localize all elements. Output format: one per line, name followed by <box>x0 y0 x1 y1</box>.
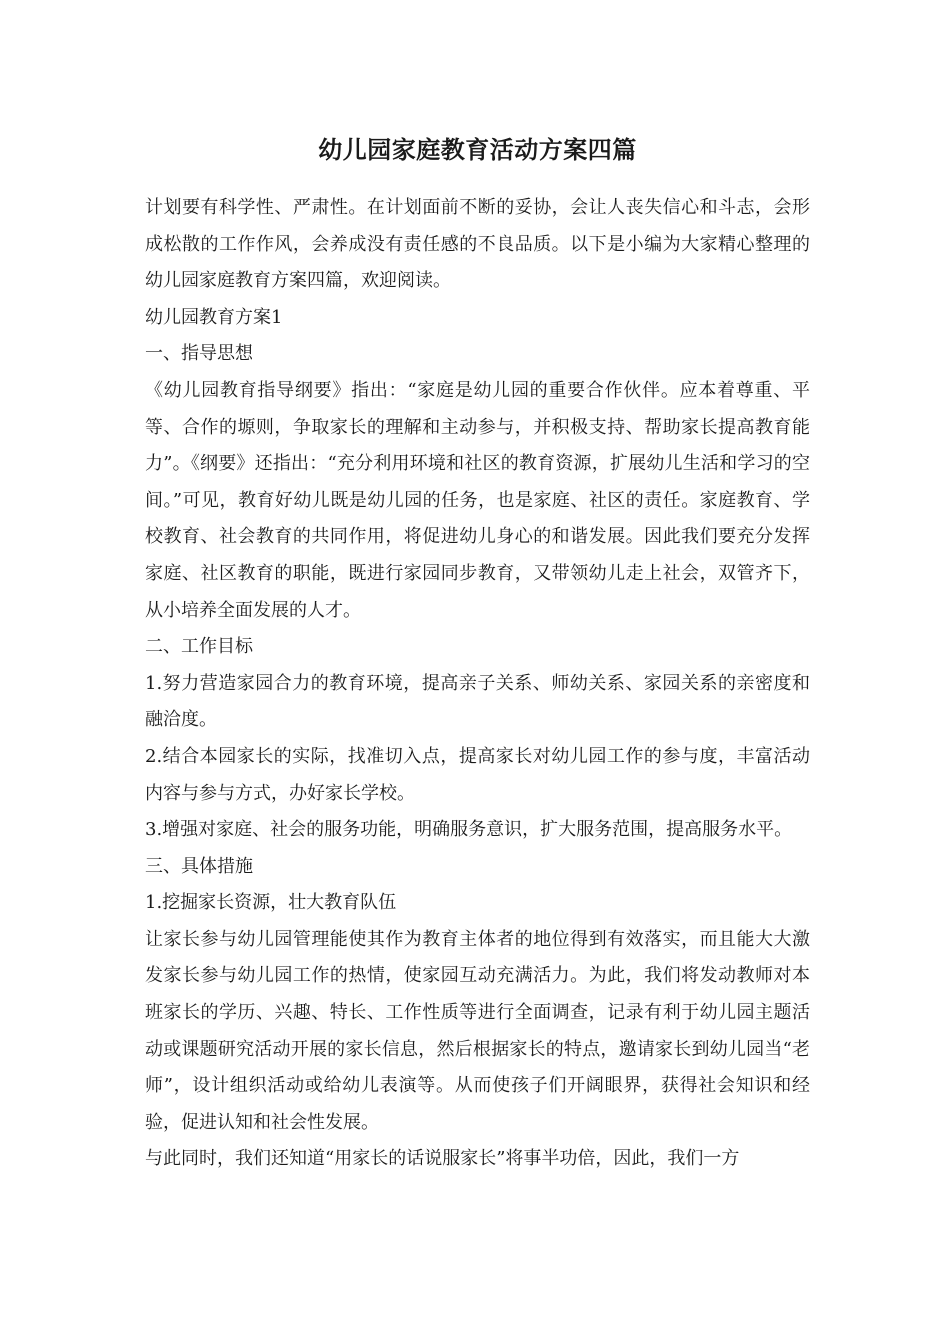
document-title: 幼儿园家庭教育活动方案四篇 <box>318 135 637 164</box>
plan-heading: 幼儿园教育方案1 <box>145 306 283 328</box>
measure-paragraph-2: 与此同时，我们还知道“用家长的话说服家长”将事半功倍，因此，我们一方 <box>145 1148 740 1170</box>
goal-item-3: 3.增强对家庭、社会的服务功能，明确服务意识，扩大服务范围，提高服务水平。 <box>145 819 793 841</box>
intro-paragraph: 计划要有科学性、严肃性。在计划面前不断的妥协，会让人丧失信心和斗志，会形成松散的工作作风，会养成没有责任感的不良品质。以下是小编为大家精心整理的幼儿园家庭教育方案四篇，欢迎阅读。 <box>145 197 810 292</box>
section-heading-measures: 三、具体措施 <box>145 855 253 877</box>
measure-paragraph-1: 让家长参与幼儿园管理能使其作为教育主体者的地位得到有效落实，而且能大大激发家长参与幼儿园工作的热情，使家园互动充满活力。为此，我们将发动教师对本班家长的学历、兴趣、特长、工作性质等进行全面调查，记录有利于幼儿园主题活动或课题研究活动开展的家长信息，然后根据家长的特点，邀请家长到幼儿园当“老师”，设计组织活动或给幼儿表演等。从而使孩子们开阔眼界，获得社会知识和经验，促进认知和社会性发展。 <box>145 928 810 1133</box>
goal-item-2: 2.结合本园家长的实际，找准切入点，提高家长对幼儿园工作的参与度，丰富活动内容与参与方式，办好家长学校。 <box>145 745 810 804</box>
guiding-thought-paragraph: 《幼儿园教育指导纲要》指出：“家庭是幼儿园的重要合作伙伴。应本着尊重、平等、合作的塬则，争取家长的理解和主动参与，并积极支持、帮助家长提高教育能力”。《纲要》还指出：“充分利用环境和社区的教育资源，扩展幼儿生活和学习的空间。”可见，教育好幼儿既是幼儿园的任务，也是家庭、社区的责任。家庭教育、学校教育、社会教育的共同作用，将促进幼儿身心的和谐发展。因此我们要充分发挥家庭、社区教育的职能，既进行家园同步教育，又带领幼儿走上社会，双管齐下，从小培养全面发展的人才。 <box>145 379 810 621</box>
document-body <box>145 190 810 1178</box>
measure-heading-1: 1.挖掘家长资源，壮大教育队伍 <box>145 892 397 914</box>
section-heading-guiding-thought: 一、指导思想 <box>145 343 253 365</box>
goal-item-1: 1.努力营造家园合力的教育环境，提高亲子关系、师幼关系、家园关系的亲密度和融洽度。 <box>145 672 810 731</box>
section-heading-work-goals: 二、工作目标 <box>145 636 253 658</box>
